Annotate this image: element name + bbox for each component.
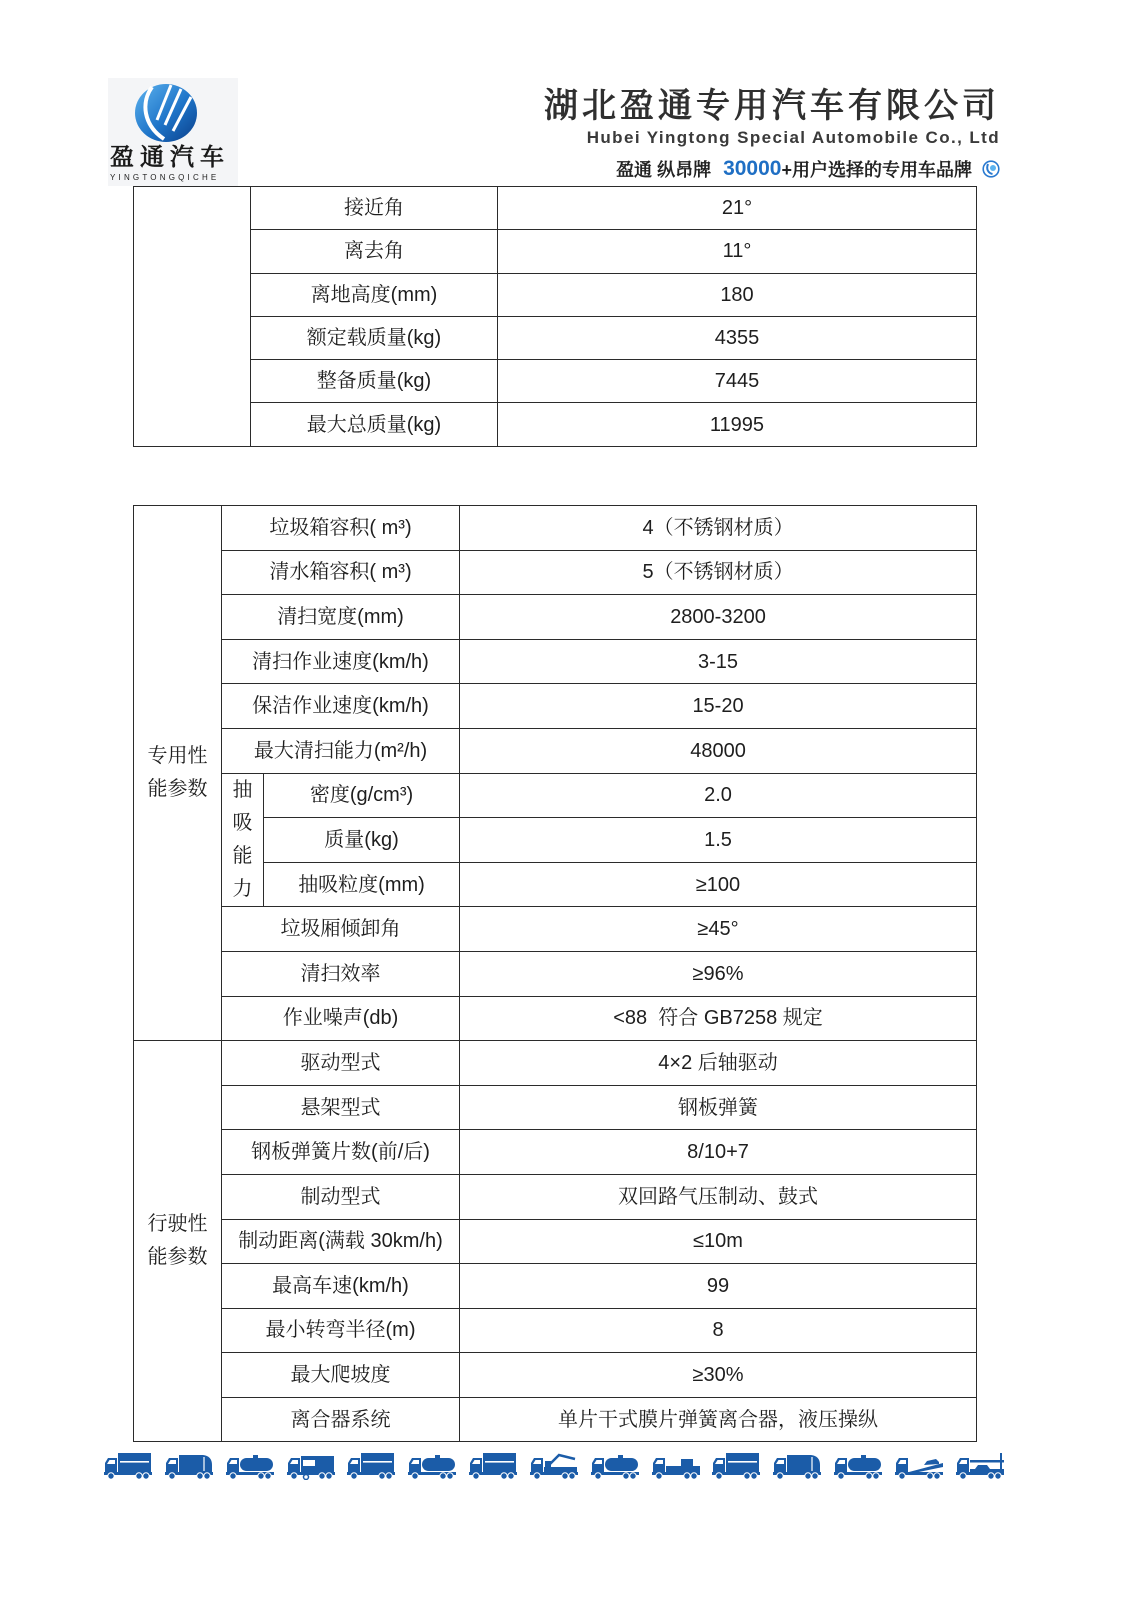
param-value: 单片干式膜片弹簧离合器，液压操纵	[460, 1397, 977, 1442]
param-value: 双回路气压制动、鼓式	[460, 1174, 977, 1219]
param-label: 制动距离(满载 30km/h)	[222, 1219, 460, 1264]
param-label: 钢板弹簧片数(前/后)	[222, 1130, 460, 1175]
param-label: 离去角	[251, 230, 498, 273]
table-row	[134, 230, 977, 273]
param-value: 21°	[498, 187, 977, 230]
param-label: 最大清扫能力(m²/h)	[222, 728, 460, 773]
param-value: ≥96%	[460, 951, 977, 996]
tank-truck-icon	[833, 1450, 883, 1480]
table-row	[134, 1041, 977, 1086]
param-label: 清扫作业速度(km/h)	[222, 639, 460, 684]
brand-badge-icon	[982, 160, 1000, 178]
tow-truck-icon	[894, 1450, 944, 1480]
param-value: 15-20	[460, 684, 977, 729]
param-value: 8/10+7	[460, 1130, 977, 1175]
param-value: 8	[460, 1308, 977, 1353]
param-value: 2.0	[460, 773, 977, 818]
yingtong-swirl-logo-icon	[130, 80, 202, 144]
table-row	[134, 951, 977, 996]
tagline-user-count: 30000	[723, 157, 782, 180]
param-label: 离地高度(mm)	[251, 273, 498, 316]
tagline-suffix: +用户选择的专用车品牌	[781, 160, 972, 180]
param-value: 48000	[460, 728, 977, 773]
company-name-cn: 湖北盈通专用汽车有限公司	[544, 87, 1000, 125]
subgroup-suction-capacity	[222, 773, 264, 907]
param-label: 密度(g/cm³)	[264, 773, 460, 818]
table-row	[134, 187, 977, 230]
box-truck-icon	[346, 1450, 396, 1480]
param-label: 额定载质量(kg)	[251, 316, 498, 359]
param-label: 最高车速(km/h)	[222, 1264, 460, 1309]
footer-truck-strip	[103, 1448, 1005, 1480]
table-row	[134, 728, 977, 773]
param-value: 5（不锈钢材质）	[460, 550, 977, 595]
table-row	[134, 1130, 977, 1175]
param-value: 99	[460, 1264, 977, 1309]
brand-tagline	[616, 155, 1000, 183]
company-name-en: Hubei Yingtong Special Automobile Co., Ltd	[586, 128, 1000, 147]
garbage-truck-icon	[164, 1450, 214, 1480]
param-label: 最小转弯半径(m)	[222, 1308, 460, 1353]
table-row	[134, 1397, 977, 1442]
param-label: 悬架型式	[222, 1085, 460, 1130]
table-row	[134, 996, 977, 1041]
crane-truck-icon	[529, 1450, 579, 1480]
param-value: 2800-3200	[460, 595, 977, 640]
tank-truck-icon	[590, 1450, 640, 1480]
logo-brand-name: 盈通汽车	[110, 144, 230, 171]
group-driving-performance	[134, 1041, 222, 1442]
sweeper-truck-icon	[286, 1450, 336, 1480]
param-value: 4355	[498, 316, 977, 359]
param-value: 7445	[498, 360, 977, 403]
table-row	[134, 1219, 977, 1264]
box-truck-icon	[103, 1450, 153, 1480]
param-value: 3-15	[460, 639, 977, 684]
table-row	[134, 907, 977, 952]
logo-pinyin: YINGTONGQICHE	[110, 173, 220, 182]
table-row	[134, 1264, 977, 1309]
param-label: 制动型式	[222, 1174, 460, 1219]
param-label: 清扫宽度(mm)	[222, 595, 460, 640]
table-row	[134, 684, 977, 729]
param-value: 4×2 后轴驱动	[460, 1041, 977, 1086]
param-label: 清扫效率	[222, 951, 460, 996]
basic-params-table	[133, 186, 977, 447]
param-label: 接近角	[251, 187, 498, 230]
param-value: ≥30%	[460, 1353, 977, 1398]
table-row	[134, 639, 977, 684]
param-value: 4（不锈钢材质）	[460, 506, 977, 551]
table-row	[134, 1085, 977, 1130]
param-label: 最大总质量(kg)	[251, 403, 498, 446]
table-row	[134, 1308, 977, 1353]
param-label: 最大爬坡度	[222, 1353, 460, 1398]
table-row	[134, 506, 977, 551]
param-value: 1.5	[460, 818, 977, 863]
param-value: <88 符合 GB7258 规定	[460, 996, 977, 1041]
param-value: 180	[498, 273, 977, 316]
group-cell-empty	[134, 187, 251, 447]
garbage-truck-icon	[772, 1450, 822, 1480]
param-label: 清水箱容积( m³)	[222, 550, 460, 595]
box-truck-icon	[711, 1450, 761, 1480]
tank-truck-icon	[225, 1450, 275, 1480]
param-label: 作业噪声(db)	[222, 996, 460, 1041]
table-row	[134, 550, 977, 595]
table-row	[134, 273, 977, 316]
param-label: 垃圾箱容积( m³)	[222, 506, 460, 551]
param-value: ≥100	[460, 862, 977, 907]
table-row	[134, 403, 977, 446]
group-label: 专用性能参数	[147, 745, 208, 801]
param-label: 抽吸粒度(mm)	[264, 862, 460, 907]
subgroup-label: 抽吸能力	[232, 778, 253, 900]
flatbed-truck-icon	[651, 1450, 701, 1480]
box-truck-icon	[468, 1450, 518, 1480]
param-label: 驱动型式	[222, 1041, 460, 1086]
group-label: 行驶性能参数	[147, 1213, 208, 1269]
table-row	[134, 1353, 977, 1398]
table-row	[134, 1174, 977, 1219]
group-special-performance	[134, 506, 222, 1041]
param-label: 保洁作业速度(km/h)	[222, 684, 460, 729]
param-label: 垃圾厢倾卸角	[222, 907, 460, 952]
logo-area	[108, 78, 238, 186]
param-label: 整备质量(kg)	[251, 360, 498, 403]
car-carrier-icon	[955, 1450, 1005, 1480]
table-row	[134, 595, 977, 640]
tank-truck-icon	[407, 1450, 457, 1480]
param-value: 钢板弹簧	[460, 1085, 977, 1130]
param-value: 11995	[498, 403, 977, 446]
param-value: 11°	[498, 230, 977, 273]
performance-params-table	[133, 505, 977, 1442]
param-value: ≥45°	[460, 907, 977, 952]
tagline-brands: 盈通 纵昂牌	[616, 160, 712, 180]
table-row	[134, 360, 977, 403]
param-label: 质量(kg)	[264, 818, 460, 863]
table-row	[134, 773, 977, 818]
param-value: ≤10m	[460, 1219, 977, 1264]
table-row	[134, 316, 977, 359]
param-label: 离合器系统	[222, 1397, 460, 1442]
